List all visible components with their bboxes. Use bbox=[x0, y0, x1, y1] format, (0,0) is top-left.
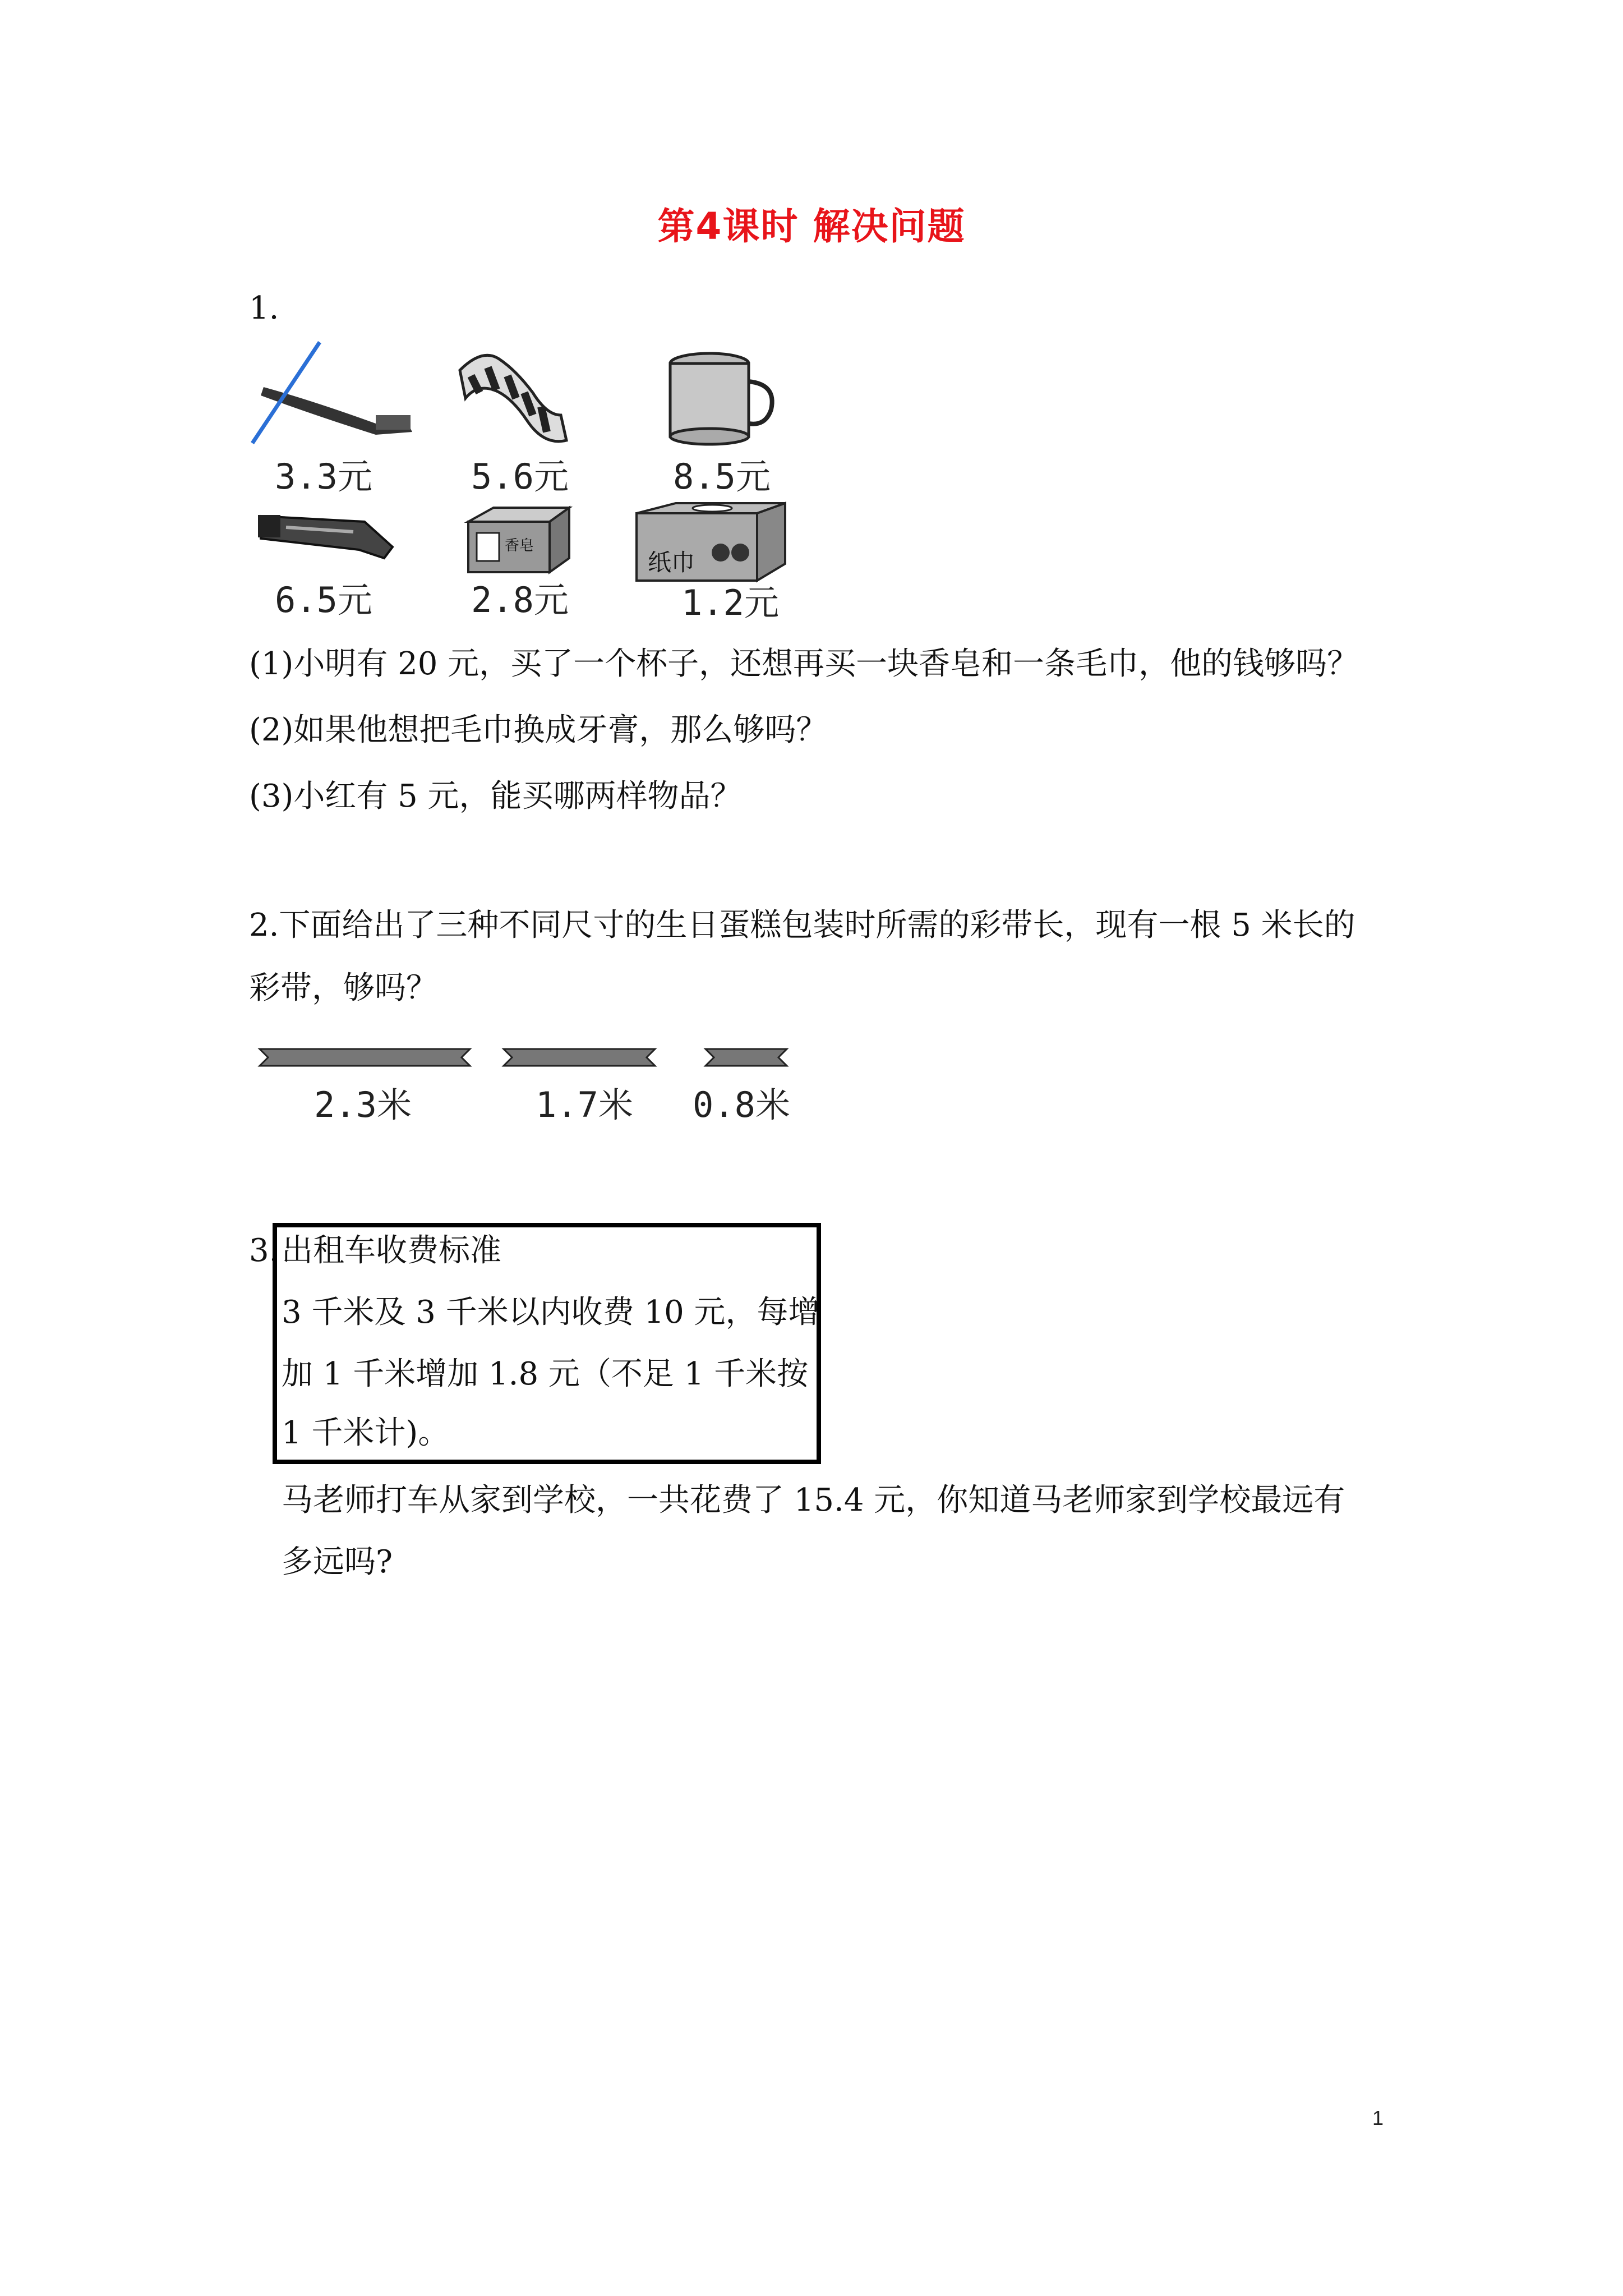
towel-icon bbox=[449, 337, 578, 449]
cup-icon bbox=[656, 337, 780, 449]
taxi-fare-line-1: 3 千米及 3 千米以内收费 10 元，每增 bbox=[282, 1294, 820, 1331]
ribbon-2-label: 1.7米 bbox=[536, 1084, 633, 1125]
taxi-fare-line-3: 1 千米计)。 bbox=[282, 1415, 450, 1451]
tissue-box-icon bbox=[617, 502, 802, 586]
ribbon-2 bbox=[504, 1049, 655, 1066]
toothbrush-icon bbox=[247, 337, 415, 449]
soap-box-label: 香皂 bbox=[505, 537, 534, 554]
price-soap: 2.8元 bbox=[471, 579, 569, 620]
question-3-number: 3. bbox=[249, 1232, 279, 1269]
toothpaste-icon bbox=[247, 505, 415, 578]
price-towel: 5.6元 bbox=[471, 456, 569, 497]
question-1-part-3: (3)小红有 5 元，能买哪两样物品？ bbox=[249, 778, 742, 815]
ribbon-1-label: 2.3米 bbox=[314, 1084, 412, 1125]
q1-item-figure bbox=[247, 337, 824, 628]
page-title: 第4课时 解决问题 bbox=[657, 205, 966, 248]
ribbon-3 bbox=[706, 1049, 787, 1066]
taxi-fare-title: 出租车收费标准 bbox=[282, 1232, 501, 1269]
ribbon-figure bbox=[257, 1046, 795, 1074]
question-1-part-2: (2)如果他想把毛巾换成牙膏，那么够吗？ bbox=[249, 712, 828, 748]
question-1-number: 1. bbox=[249, 290, 279, 326]
ribbon-1 bbox=[260, 1049, 470, 1066]
question-3-line-1: 马老师打车从家到学校，一共花费了 15.4 元，你知道马老师家到学校最远有 bbox=[282, 1482, 1345, 1519]
taxi-fare-line-2: 加 1 千米增加 1.8 元（不足 1 千米按 bbox=[282, 1356, 809, 1392]
tissue-box-label: 纸巾 bbox=[648, 549, 695, 576]
price-tissue: 1.2元 bbox=[681, 582, 779, 623]
ribbon-3-label: 0.8米 bbox=[693, 1084, 790, 1125]
question-1-part-1: (1)小明有 20 元，买了一个杯子，还想再买一块香皂和一条毛巾，他的钱够吗？ bbox=[249, 646, 1359, 682]
price-cup: 8.5元 bbox=[673, 456, 771, 497]
page-number: 1 bbox=[1372, 2106, 1384, 2129]
price-toothpaste: 6.5元 bbox=[275, 579, 372, 620]
question-2-line-2: 彩带，够吗？ bbox=[249, 970, 437, 1006]
question-3-line-2: 多远吗? bbox=[282, 1544, 393, 1580]
question-2-line-1: 2.下面给出了三种不同尺寸的生日蛋糕包装时所需的彩带长，现有一根 5 米长的 bbox=[249, 907, 1355, 944]
price-toothbrush: 3.3元 bbox=[275, 456, 372, 497]
